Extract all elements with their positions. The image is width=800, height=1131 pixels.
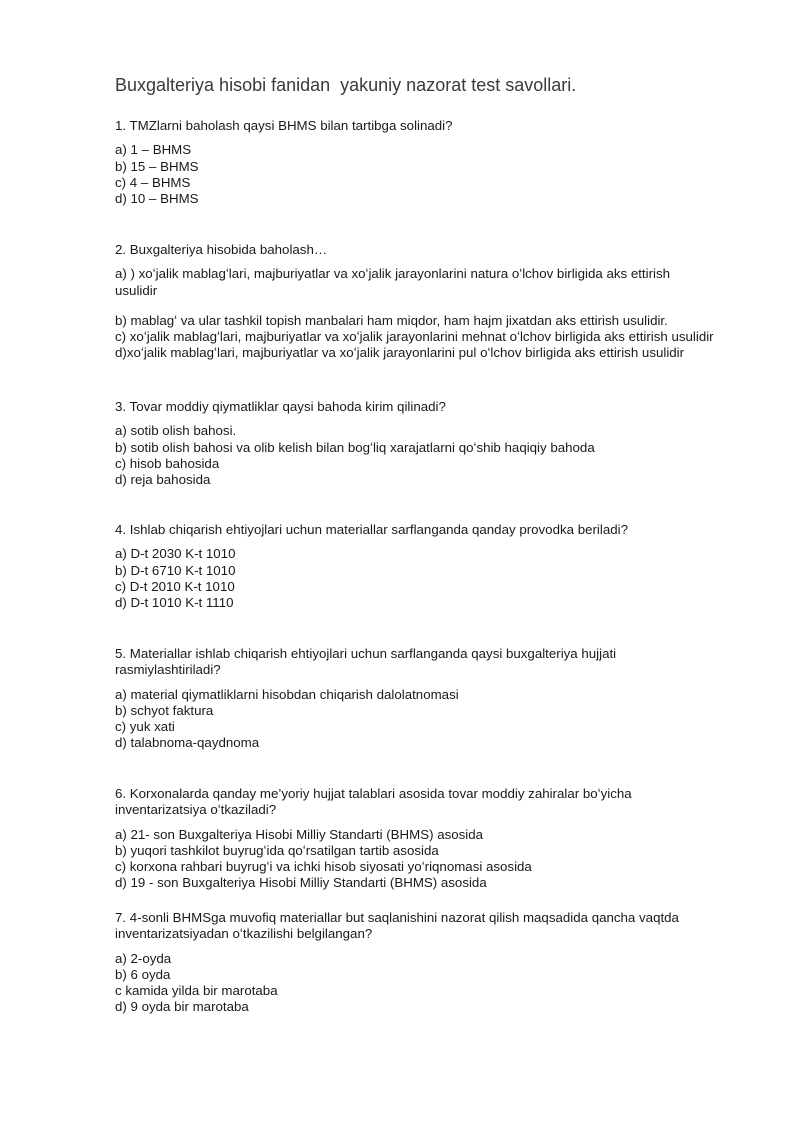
answer-option-a: a) D-t 2030 K-t 1010 [115, 546, 236, 562]
answer-option-a: a) sotib olish bahosi. [115, 423, 237, 439]
answer-option-b: b) schyot faktura [115, 702, 214, 718]
answer-option-b: b) 15 – BHMS [115, 158, 199, 174]
answer-option-b: b) 6 oyda [115, 966, 171, 982]
answer-option-b: b) sotib olish bahosi va olib kelish bilan bogʻliq xarajatlarni qoʻshib haqiqiy bahoda [115, 439, 595, 455]
answer-option-c: c) D-t 2010 K-t 1010 [115, 578, 235, 594]
answer-option-a: a) 21- son Buxgalteriya Hisobi Milliy Standarti (BHMS) asosida [115, 826, 484, 842]
answer-option-d: d) D-t 1010 K-t 1110 [115, 595, 234, 611]
question-text: 2. Buxgalteriya hisobida baholash… [115, 242, 328, 257]
answer-option-a: a) material qiymatliklarni hisobdan chiqarish dalolatnomasi [115, 686, 459, 702]
answer-option-b: b) mablagʻ va ular tashkil topish manbalari ham miqdor, ham hajm jixatdan aks ettirish usulidir. [115, 312, 668, 328]
answer-option-c: c) hisob bahosida [115, 455, 220, 471]
answer-option-c: c) 4 – BHMS [115, 174, 191, 190]
question-text: 5. Materiallar ishlab chiqarish ehtiyojlari uchun sarflanganda qaysi buxgalteriya hujjati rasmiylashtiriladi? [115, 646, 620, 678]
question-7 [115, 910, 725, 1016]
answer-option-a: a) 1 – BHMS [115, 142, 192, 158]
answer-option-c: c) korxona rahbari buyrugʻi va ichki hisob siyosati yoʻriqnomasi asosida [115, 859, 532, 875]
question-3 [115, 399, 725, 488]
answer-option-a: a) ) xoʻjalik mablagʻlari, majburiyatlar va xoʻjalik jarayonlarini natura oʻlchov birligida aks ettirish usulidir [115, 266, 674, 298]
answer-options [115, 827, 725, 892]
answer-options [115, 951, 725, 1016]
answer-options [115, 546, 725, 611]
question-6 [115, 786, 725, 892]
answer-option-d: d) talabnoma-qaydnoma [115, 735, 260, 751]
question-text: 1. TMZlarni baholash qaysi BHMS bilan tartibga solinadi? [115, 118, 453, 133]
answer-option-c: c) yuk xati [115, 719, 175, 735]
answer-options [115, 687, 725, 752]
page-title: Buxgalteriya hisobi fanidan yakuniy nazorat test savollari. [115, 75, 577, 95]
answer-options [115, 142, 725, 207]
answer-option-d: d)xoʻjalik mablagʻlari, majburiyatlar va xoʻjalik jarayonlarini pul oʻlchov birligida aks ettirish usulidir [115, 345, 685, 361]
answer-option-b: b) yuqori tashkilot buyrugʻida qoʻrsatilgan tartib asosida [115, 842, 439, 858]
question-text: 4. Ishlab chiqarish ehtiyojlari uchun materiallar sarflanganda qanday provodka beriladi? [115, 522, 628, 537]
question-2 [115, 242, 725, 362]
answer-option-b: b) D-t 6710 K-t 1010 [115, 562, 236, 578]
answer-option-d: d) 9 oyda bir marotaba [115, 999, 249, 1015]
answer-options [115, 266, 725, 361]
question-5 [115, 646, 725, 752]
question-text: 6. Korxonalarda qanday me’yoriy hujjat talablari asosida tovar moddiy zahiralar boʻyicha inventarizatsiya oʻtkaziladi? [115, 786, 636, 818]
question-1 [115, 118, 725, 207]
answer-option-c: c kamida yilda bir marotaba [115, 983, 278, 999]
question-text: 7. 4-sonli BHMSga muvofiq materiallar but saqlanishini nazorat qilish maqsadida qancha vaqtda inventarizatsiyadan oʻtkazilishi belgilangan? [115, 910, 683, 942]
answer-option-d: d) 19 - son Buxgalteriya Hisobi Milliy Standarti (BHMS) asosida [115, 875, 487, 891]
question-text: 3. Tovar moddiy qiymatliklar qaysi bahoda kirim qilinadi? [115, 399, 446, 414]
question-4 [115, 522, 725, 611]
answer-option-a: a) 2-oyda [115, 950, 172, 966]
answer-option-c: c) xoʻjalik mablagʻlari, majburiyatlar va xoʻjalik jarayonlarini mehnat oʻlchov birligida aks ettirish usulidir [115, 329, 714, 345]
answer-options [115, 423, 725, 488]
answer-option-d: d) reja bahosida [115, 472, 211, 488]
answer-option-d: d) 10 – BHMS [115, 191, 199, 207]
